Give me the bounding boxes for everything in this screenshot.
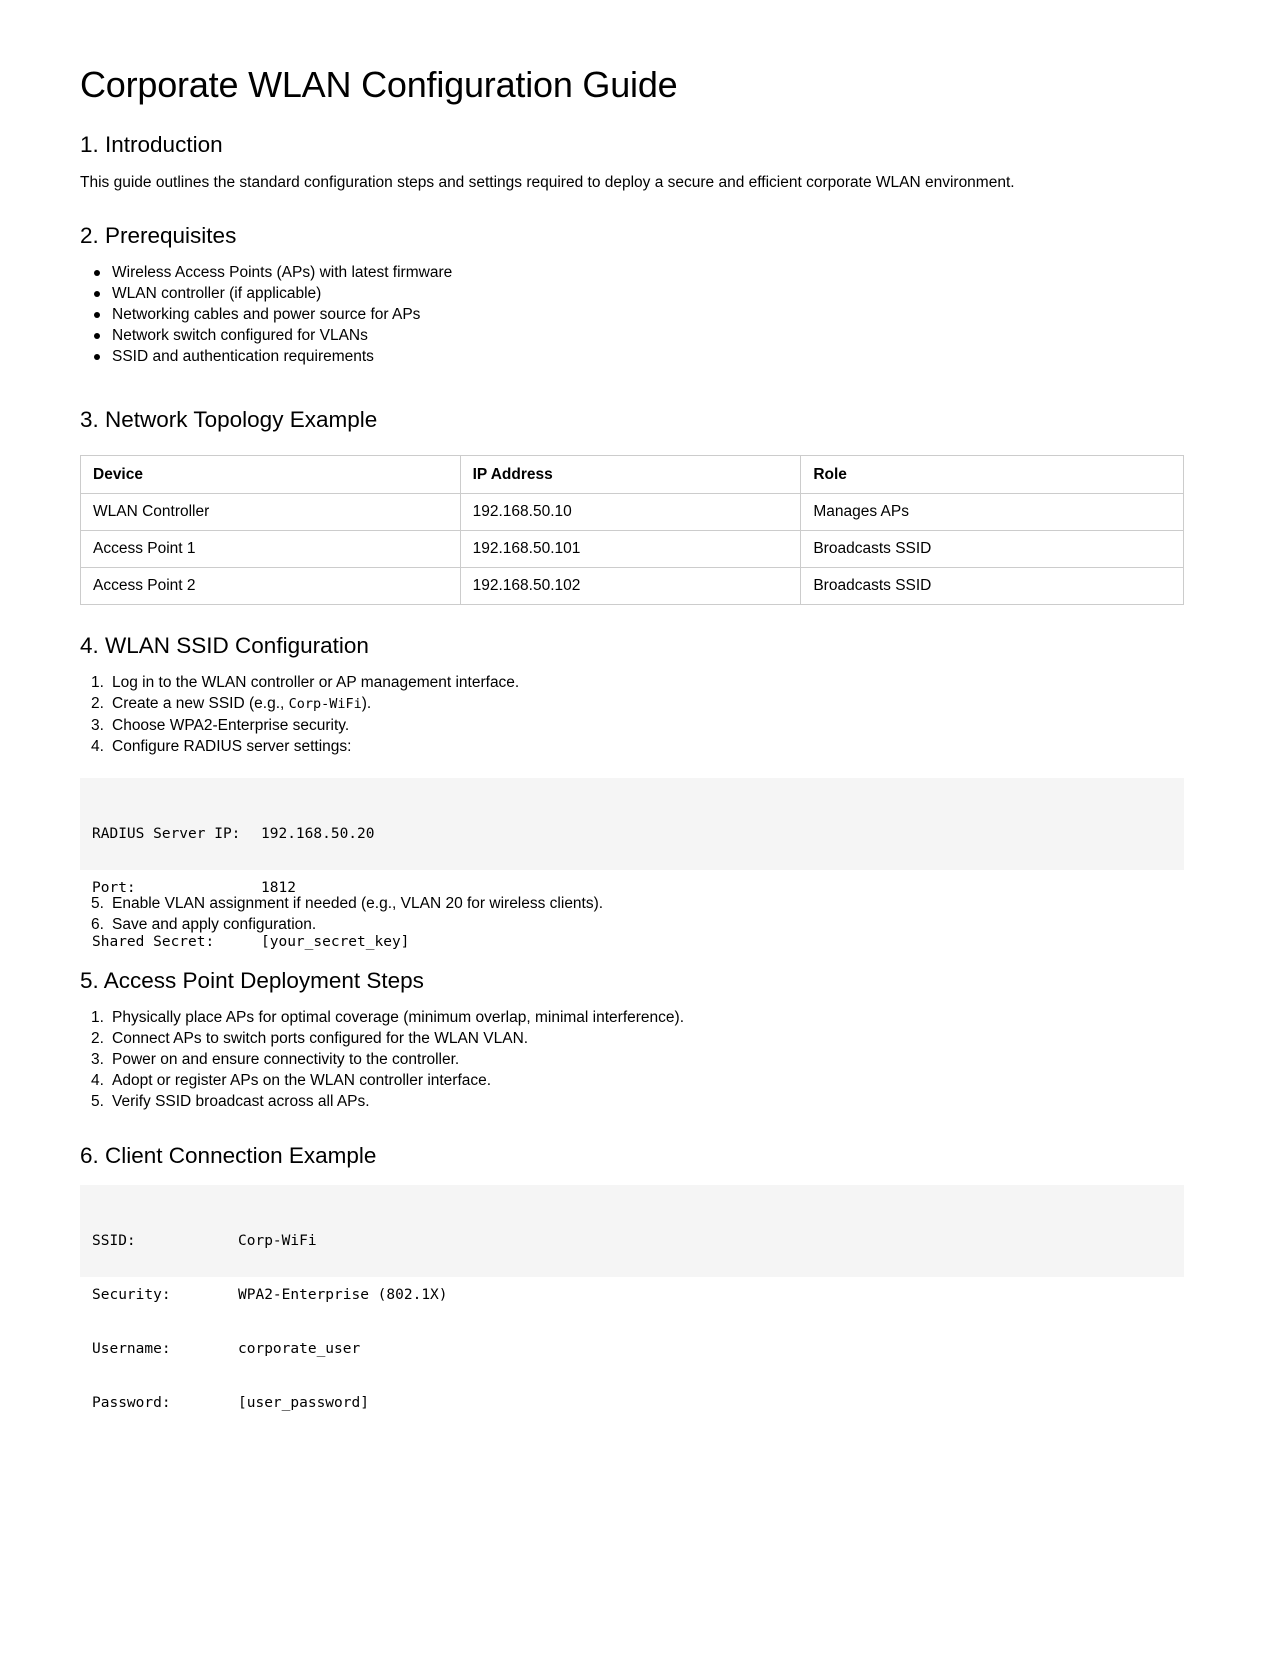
cell-role: Manages APs <box>801 494 1184 531</box>
step-number: 2. <box>91 1030 104 1047</box>
list-item: SSID and authentication requirements <box>80 346 452 367</box>
step-number: 5. <box>91 895 104 912</box>
table-row <box>81 494 1184 531</box>
inline-code-ssid: Corp-WiFi <box>288 696 362 712</box>
code-value: corporate_user <box>238 1341 361 1357</box>
section-heading-ap-deployment: 5. Access Point Deployment Steps <box>80 968 424 993</box>
step-number: 1. <box>91 1009 104 1026</box>
step-text: Adopt or register APs on the WLAN controller interface. <box>112 1072 492 1089</box>
step-text: Log in to the WLAN controller or AP management interface. <box>112 674 520 691</box>
code-key: Security: <box>92 1287 171 1303</box>
cell-ip-address: 192.168.50.10 <box>460 494 801 531</box>
step-number: 6. <box>91 916 104 933</box>
cell-device: Access Point 2 <box>81 568 461 605</box>
code-key: Shared Secret: <box>92 934 215 950</box>
code-line <box>92 933 1172 951</box>
step-text: ). <box>361 695 372 712</box>
section-heading-ssid-configuration: 4. WLAN SSID Configuration <box>80 633 369 658</box>
list-item: Wireless Access Points (APs) with latest firmware <box>80 262 452 283</box>
list-item <box>80 1070 684 1091</box>
client-connection-code-block <box>80 1185 1184 1411</box>
section-heading-introduction: 1. Introduction <box>80 132 223 157</box>
list-item <box>80 1007 684 1028</box>
section-heading-prerequisites: 2. Prerequisites <box>80 223 237 248</box>
list-item: Networking cables and power source for APs <box>80 304 452 325</box>
list-item <box>80 914 603 935</box>
code-value: [your_secret_key] <box>261 934 410 950</box>
list-item: Network switch configured for VLANs <box>80 325 452 346</box>
step-text: Enable VLAN assignment if needed (e.g., VLAN 20 for wireless clients). <box>112 895 604 912</box>
list-item <box>80 672 519 693</box>
code-key: Password: <box>92 1395 171 1411</box>
cell-ip-address: 192.168.50.101 <box>460 531 801 568</box>
step-number: 2. <box>91 695 104 712</box>
cell-role: Broadcasts SSID <box>801 568 1184 605</box>
column-header-device: Device <box>81 456 461 494</box>
step-text: Power on and ensure connectivity to the controller. <box>112 1051 460 1068</box>
ssid-steps-list-continued <box>80 893 603 935</box>
list-item <box>80 1091 684 1112</box>
table-row <box>81 531 1184 568</box>
ssid-steps-list <box>80 672 519 757</box>
list-item: WLAN controller (if applicable) <box>80 283 452 304</box>
code-value: 192.168.50.20 <box>261 826 375 842</box>
step-text: Verify SSID broadcast across all APs. <box>112 1093 370 1110</box>
cell-device: WLAN Controller <box>81 494 461 531</box>
cell-device: Access Point 1 <box>81 531 461 568</box>
step-number: 1. <box>91 674 104 691</box>
column-header-ip-address: IP Address <box>460 456 801 494</box>
table-header-row <box>81 456 1184 494</box>
step-text: Physically place APs for optimal coverage (minimum overlap, minimal interference). <box>112 1009 684 1026</box>
code-line <box>92 1286 1172 1304</box>
step-number: 4. <box>91 738 104 755</box>
code-value: [user_password] <box>238 1395 369 1411</box>
step-number: 3. <box>91 717 104 734</box>
code-line <box>92 1394 1172 1412</box>
table-row <box>81 568 1184 605</box>
code-value: WPA2-Enterprise (802.1X) <box>238 1287 448 1303</box>
cell-ip-address: 192.168.50.102 <box>460 568 801 605</box>
code-key: RADIUS Server IP: <box>92 826 241 842</box>
deployment-steps-list <box>80 1007 684 1112</box>
code-line <box>92 1232 1172 1250</box>
step-text: Create a new SSID (e.g., <box>112 695 289 712</box>
introduction-text: This guide outlines the standard configuration steps and settings required to deploy a secure and efficient corporate WLAN environment. <box>80 174 1015 191</box>
step-text: Choose WPA2-Enterprise security. <box>112 717 350 734</box>
code-line <box>92 1340 1172 1358</box>
list-item <box>80 736 519 757</box>
list-item <box>80 1049 684 1070</box>
step-text: Connect APs to switch ports configured for the WLAN VLAN. <box>112 1030 529 1047</box>
code-value: 1812 <box>261 880 296 896</box>
section-heading-client-connection: 6. Client Connection Example <box>80 1143 377 1168</box>
code-value: Corp-WiFi <box>238 1233 317 1249</box>
code-key: SSID: <box>92 1233 136 1249</box>
step-number: 3. <box>91 1051 104 1068</box>
list-item <box>80 715 519 736</box>
list-item <box>80 1028 684 1049</box>
column-header-role: Role <box>801 456 1184 494</box>
page-title: Corporate WLAN Configuration Guide <box>80 64 678 105</box>
code-line <box>92 825 1172 843</box>
step-text: Save and apply configuration. <box>112 916 317 933</box>
step-number: 5. <box>91 1093 104 1110</box>
step-number: 4. <box>91 1072 104 1089</box>
list-item <box>80 693 519 715</box>
prerequisites-list <box>80 262 452 367</box>
cell-role: Broadcasts SSID <box>801 531 1184 568</box>
list-item <box>80 893 603 914</box>
step-text: Configure RADIUS server settings: <box>112 738 352 755</box>
code-key: Username: <box>92 1341 171 1357</box>
section-heading-network-topology: 3. Network Topology Example <box>80 407 378 432</box>
topology-table <box>80 455 1184 605</box>
code-key: Port: <box>92 880 136 896</box>
